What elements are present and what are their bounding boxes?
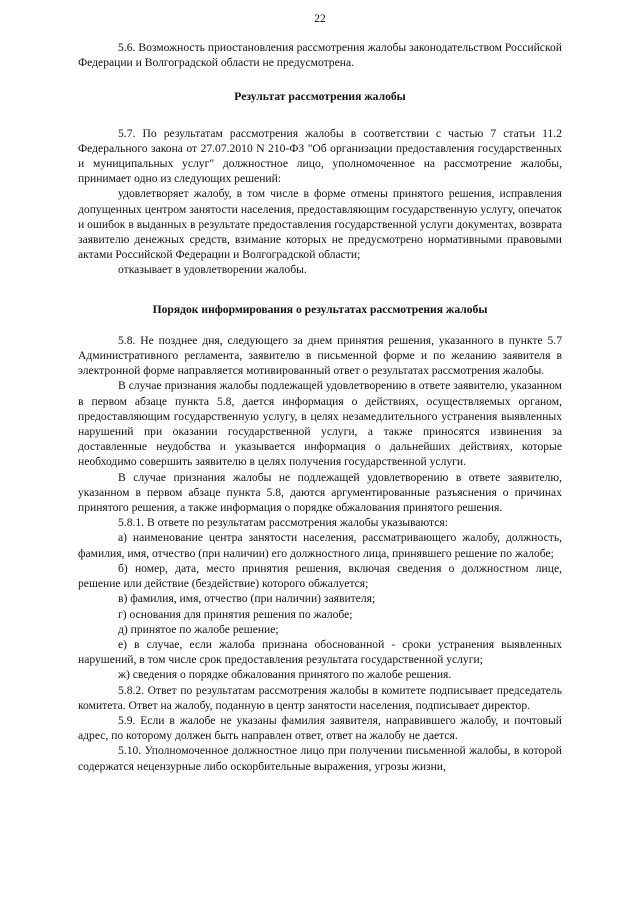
list-item-g: г) основания для принятия решения по жалобе; <box>118 607 353 621</box>
paragraph-5-9: 5.9. Если в жалобе не указаны фамилия заявителя, направившего жалобу, и почтовый адрес, по которому должен быть направлен ответ, ответ на жалобу не дается. <box>78 713 562 743</box>
list-item-e: е) в случае, если жалоба признана обоснованной - сроки устранения выявленных нарушений, в том числе срок предоставления результата государственной услуги; <box>78 637 562 667</box>
list-item-zh: ж) сведения о порядке обжалования принятого по жалобе решения. <box>118 668 452 682</box>
paragraph-5-7: 5.7. По результатам рассмотрения жалобы в соответствии с частью 7 статьи 11.2 Федерального закона от 27.07.2010 N 210-ФЗ "Об организации предоставления государственных и муниципальных услуг" должностное лицо, уполномоченное на рассмотрение жалобы, принимает одно из следующих решений: <box>78 126 562 186</box>
heading-complaint-result: Результат рассмотрения жалобы <box>234 90 406 104</box>
list-item-d: д) принятое по жалобе решение; <box>118 622 279 636</box>
paragraph-not-recognized: В случае признания жалобы не подлежащей удовлетворению в ответе заявителю, указанном в первом абзаце пункта 5.8, даются аргументированные разъяснения о причинах принятого решения, а также информация о порядке обжалования принятого решения. <box>78 470 562 515</box>
list-item-v: в) фамилия, имя, отчество (при наличии) заявителя; <box>118 592 376 606</box>
paragraph-5-8: 5.8. Не позднее дня, следующего за днем принятия решения, указанного в пункте 5.7 Административного регламента, заявителю в письменной форме и по желанию заявителя в электронной форме направляется мотивированный ответ о результатах рассмотрения жалобы. <box>78 333 562 378</box>
list-item-a: а) наименование центра занятости населения, рассматривающего жалобу, должность, фамилия, имя, отчество (при наличии) его должностного лица, принявшего решение по жалобе; <box>78 531 562 560</box>
list-item-b: б) номер, дата, место принятия решения, включая сведения о должностном лице, решение или действие (бездействие) которого обжалуется; <box>78 561 562 591</box>
heading-inform-procedure: Порядок информирования о результатах рассмотрения жалобы <box>152 302 488 316</box>
paragraph-satisfy: удовлетворяет жалобу, в том числе в форме отмены принятого решения, исправления допущенных центром занятости населения, предоставляющим государственную услугу, опечаток и ошибок в выданных в результате предоставления государственной услуги документах, возврата заявителю денежных средств, взимание которых не предусмотрено нормативными правовыми актами Российской Федерации и Волгоградской области; <box>78 187 562 262</box>
paragraph-recognized: В случае признания жалобы подлежащей удовлетворению в ответе заявителю, указанном в первом абзаце пункта 5.8, дается информация о действиях, осуществляемых органом, предоставляющим государственную услугу, в целях незамедлительного устранения выявленных нарушений при оказании государственной услуги, а также приносятся извинения за доставленные неудобства и указывается информация о дальнейших действиях, которые необходимо совершить заявителю в целях получения государственной услуги. <box>78 379 562 469</box>
page-number: 22 <box>314 13 326 25</box>
document-body <box>78 40 562 774</box>
paragraph-5-10: 5.10. Уполномоченное должностное лицо при получении письменной жалобы, в которой содержатся нецензурные либо оскорбительные выражения, угрозы жизни, <box>78 744 562 773</box>
paragraph-5-6: 5.6. Возможность приостановления рассмотрения жалобы законодательством Российской Федерации и Волгоградской области не предусмотрена. <box>78 41 562 70</box>
paragraph-5-8-2: 5.8.2. Ответ по результатам рассмотрения жалобы в комитете подписывает председатель комитета. Ответ на жалобу, поданную в центр занятости населения, подписывает директор. <box>78 683 562 712</box>
paragraph-refuse: отказывает в удовлетворении жалобы. <box>118 263 307 277</box>
paragraph-5-8-1: 5.8.1. В ответе по результатам рассмотрения жалобы указываются: <box>118 516 448 530</box>
